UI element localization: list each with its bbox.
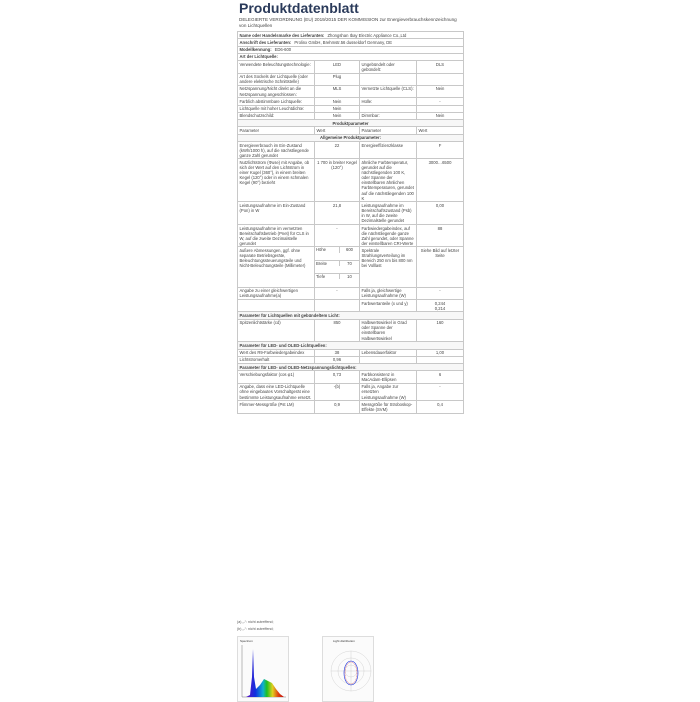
param-value: 88 [417,224,464,247]
column-header-row [238,127,464,134]
param-value: 0,4 [417,401,464,413]
param-row [238,287,464,299]
param-label: Leistungsaufnahme im Bereitschaftszustand (Psb) in W, auf die zweite Dezimalstelle gerundet [360,202,417,225]
field-label: Art der Lichtquelle: [239,54,278,60]
param-value: 0,73 [315,371,360,383]
param-row [238,383,464,400]
footnotes [237,619,463,633]
section-heading [238,312,464,319]
param-label: Dimmbar: [360,112,417,119]
param-value: DLS [417,61,464,73]
param-value: Nein [417,112,464,119]
param-value: 850 [315,319,360,342]
param-label: Energieverbrauch im Ein-Zustand (kWh/1000 h), auf die nächstliegende ganze Zahl gerundet [238,141,315,158]
spectrum-svg [238,637,288,701]
param-label: Lebensdauerfaktor [360,349,417,356]
param-value: 160 [417,319,464,342]
param-label: Leistungsaufnahme im vernetzten Bereitschaftsbetrieb (Pnet) für CLS in W, auf die zweite Dezimalstelle gerundet [238,224,315,247]
dimension-cell [315,247,360,260]
param-value: Nein [315,98,360,105]
param-row [238,112,464,119]
param-label: Messgröße für Stroboskop-Effekte (SVM) [360,401,417,413]
field-label: Anschrift des Lieferanten: [239,39,292,45]
param-label: Angabe zu einer gleichwertigen Leistungsaufnahme(a) [238,287,315,299]
supplier-row [238,46,464,53]
section-heading [238,120,464,127]
param-row [238,61,464,73]
param-label: Falls ja, Angabe zur ersetzten Leistungsaufnahme (W) [360,383,417,400]
field-value: ED6-600 [274,47,292,53]
dimension-cell [315,274,360,287]
dimension-name: Tiefe [315,274,340,279]
param-value [417,356,464,363]
param-value: MLS [315,85,360,97]
param-value [417,73,464,85]
param-value: Nein [315,105,360,112]
param-row [238,224,464,247]
param-row [238,141,464,158]
param-label: Falls ja, gleichwertige Leistungsaufnahme (W) [360,287,417,299]
param-value: Plug [315,73,360,85]
param-value: - [417,287,464,299]
field-value: Zhongshan Ibay Electric Appliance Co.,Ltd [327,32,407,38]
param-value: 1 700 in breiter Kegel (120°) [315,159,360,202]
light-distribution-graph [322,636,374,702]
param-label: Lichtstromerhalt [238,356,315,363]
param-label: Energieeffizienzklasse [360,141,417,158]
param-label: Leistungsaufnahme im Ein-Zustand (Pon) in W [238,202,315,225]
param-row [238,349,464,356]
section-title: Allgemeine Produktparameter: [238,134,464,141]
param-label: Lichtquelle mit hoher Leuchtdichte: [238,105,315,112]
field-label: Modellkennung: [239,47,272,53]
param-label: Hülle: [360,98,417,105]
param-label [360,356,417,363]
supplier-row [238,39,464,46]
param-label: Angabe, dass eine LED-Lichtquelle ohne eingebautes Vorschaltgerät eine bestimmte Leistungsaufnahme ersetzt. [238,383,315,400]
param-value: - [315,287,360,299]
param-row [238,401,464,413]
supplier-row [238,32,464,39]
param-label: Verschiebungsfaktor (cos φ1) [238,371,315,383]
param-value [315,300,360,312]
section-heading [238,364,464,371]
param-row [238,319,464,342]
column-header: Parameter [360,127,417,134]
supplier-cell [238,46,464,53]
param-row [238,202,464,225]
param-row [238,98,464,105]
field-value: Prolinx GmbH, Brehmstr.56 dusseldorf Germany, DE [294,39,393,45]
param-value: - [315,224,360,247]
param-label [238,300,315,312]
param-label: ähnliche Farbtemperatur, gerundet auf die nächstliegenden 100 K, oder Spanne der einstellbaren ähnlichen Farbtemperaturen, gerundet auf die nächstliegenden 100 K [360,159,417,202]
supplier-row [238,53,464,60]
param-value: 6 [417,371,464,383]
spectrum-curve [246,649,284,697]
param-value: 0,00 [417,202,464,225]
param-row [238,105,464,112]
column-header: Parameter [238,127,315,134]
dimension-value: 600 [346,247,353,253]
param-label [360,73,417,85]
supplier-cell [238,32,464,39]
dimension-name: Höhe [315,247,340,252]
param-label [360,105,417,112]
column-header: Wert [315,127,360,134]
param-label: Verwendete Beleuchtungstechnologie: [238,61,315,73]
param-label: Art des Sockels der Lichtquelle (oder andere elektrische Schnittstelle) [238,73,315,85]
param-value: Nein [417,85,464,97]
param-value: Siehe Bild auf letzter Seite [417,247,464,287]
dimension-cell [315,260,360,273]
param-row [238,356,464,363]
param-label: Halbwertswinkel in Grad oder Spanne der einstellbaren Halbwertswinkel [360,319,417,342]
param-row [238,371,464,383]
param-label: Farbwertanteile (x und y) [360,300,417,312]
param-value: 0,9 [315,401,360,413]
param-label: Farbkonsistenz in MacAdam-Ellipsen [360,371,417,383]
param-value: - [417,383,464,400]
param-value: F [417,141,464,158]
page-title: Produktdatenblatt [239,0,359,16]
param-label: Wert des R9-Farbwiedergabeindex [238,349,315,356]
param-row [238,73,464,85]
footnote: (b) „-“: nicht zutreffend; [237,627,274,631]
dimension-value: 70 [347,260,352,266]
param-value: Nein [315,112,360,119]
param-value: 22 [315,141,360,158]
param-value: 1,00 [417,349,464,356]
section-title: Parameter für Lichtquellen mit gebündeltem Licht: [238,312,464,319]
param-value: - [417,98,464,105]
param-row [238,85,464,97]
supplier-cell [238,53,464,60]
chroma-row [238,300,464,312]
param-label: Farbwiedergabeindex, auf die nächstliegende ganze Zahl gerundet, oder Spanne der einstellbaren CRI-Werte [360,224,417,247]
section-title: Parameter für LED- und OLED-Netzspannungslichtquellen: [238,364,464,371]
param-value: 3000…6500 [417,159,464,202]
param-row [238,159,464,202]
param-label: Spitzenlichtstärke (cd) [238,319,315,342]
polar-title: Light distribution [333,639,355,643]
param-label: Nutzlichtstrom (Φuse) mit Angabe, ob sich der Wert auf den Lichtstrom in einer Kugel (360°), in einem breiten Kegel (120°) oder in einem schmalen Kegel (90°) bezieht [238,159,315,202]
param-value: 38 [315,349,360,356]
param-value [417,105,464,112]
section-heading [238,342,464,349]
column-header: Wert [417,127,464,134]
supplier-cell [238,39,464,46]
field-label: Name oder Handelsmarke des Lieferanten: [239,32,325,38]
dimension-label: äußere Abmessungen, ggf. ohne separate Betriebsgeräte, Beleuchtungssteuerungsteile und Nicht-Beleuchtungsteile (Millimeter) [238,247,315,287]
param-label: Farblich abstimmbare Lichtquelle: [238,98,315,105]
section-title: Produktparameter [238,120,464,127]
param-label: Spektrale Strahlungsverteilung im Bereich 250 nm bis 800 nm bei Volllast [360,247,417,287]
param-value: 0,244 0,214 [417,300,464,312]
regulation-intro: DELEGIERTE VERORDNUNG (EU) 2019/2015 DER KOMMISSION zur Energieverbrauchskennzeichnung von Lichtquellen [239,17,457,28]
param-label: Vernetzte Lichtquelle (CLS): [360,85,417,97]
param-label: Netzspannung/Nicht direkt an die Netzspannung angeschlossen: [238,85,315,97]
param-label: Ungebündelt oder gebündelt: [360,61,417,73]
product-data-table [237,31,464,414]
param-value: -(b) [315,383,360,400]
section-heading [238,134,464,141]
dimension-row [238,247,464,260]
dimension-name: Breite [315,261,340,266]
param-label: Flimmer-Messgröße (Pst LM) [238,401,315,413]
spectrum-title: Spectrum [240,639,253,643]
footnote: (a) „-“: nicht zutreffend; [237,620,274,624]
polar-svg [323,637,373,701]
param-label: Blendschutzschild: [238,112,315,119]
dimension-value: 10 [347,274,352,280]
param-value: LED [315,61,360,73]
section-title: Parameter für LED- und OLED-Lichtquellen: [238,342,464,349]
spectrum-graph [237,636,289,702]
param-value: 0,96 [315,356,360,363]
param-value: 21,8 [315,202,360,225]
